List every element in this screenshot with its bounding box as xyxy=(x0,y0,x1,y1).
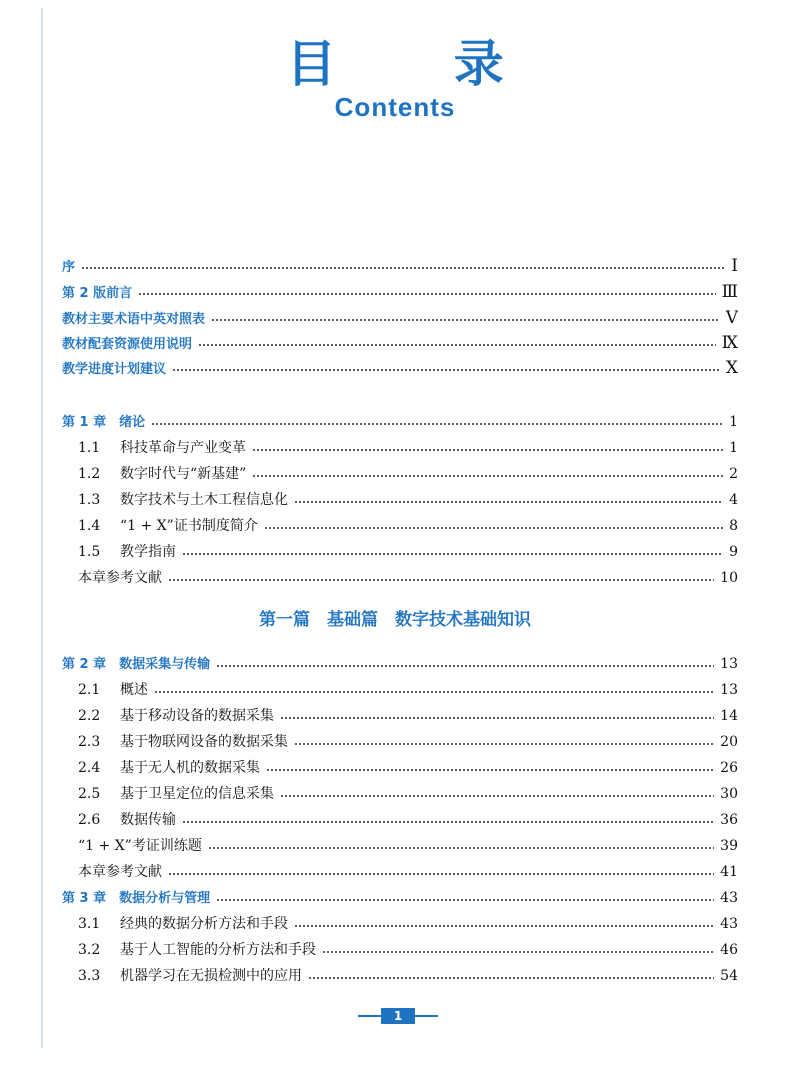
dot-leader xyxy=(81,267,725,269)
section-title: 数字时代与“新基建” xyxy=(120,466,247,482)
toc-references[interactable] xyxy=(78,860,738,884)
exercises-page: 39 xyxy=(720,838,738,854)
section-title: 基于卫星定位的信息采集 xyxy=(120,786,274,802)
toc-section[interactable] xyxy=(78,540,738,564)
section-number: 3.3 xyxy=(78,968,101,984)
toc-entry-second-edition-foreword[interactable] xyxy=(62,280,738,304)
section-title: “1 + X”证书制度简介 xyxy=(120,518,258,534)
section-title: 基于物联网设备的数据采集 xyxy=(120,734,288,750)
section-number: 3.1 xyxy=(78,916,101,932)
toc-section[interactable] xyxy=(78,462,738,486)
toc-entry-glossary[interactable] xyxy=(62,306,738,330)
toc-chapter-2[interactable] xyxy=(62,652,738,676)
dot-leader xyxy=(252,449,723,451)
dot-leader xyxy=(252,475,723,477)
dot-leader xyxy=(294,743,714,745)
toc-section[interactable] xyxy=(78,808,738,832)
section-number: 1.1 xyxy=(78,440,101,456)
section-number: 2.5 xyxy=(78,786,101,802)
chapter-page: 13 xyxy=(720,656,738,672)
part-heading: 第一篇 基础篇 数字技术基础知识 xyxy=(259,610,531,630)
chapter-label: 第 3 章 数据分析与管理 xyxy=(62,891,211,906)
section-title: 基于无人机的数据采集 xyxy=(120,760,260,776)
section-page: 36 xyxy=(720,812,738,828)
dot-leader xyxy=(264,527,723,529)
section-title: 教学指南 xyxy=(120,544,176,560)
page-number-footer xyxy=(358,1008,438,1022)
dot-leader xyxy=(216,899,714,901)
section-page: 4 xyxy=(729,492,738,508)
toc-exercises[interactable] xyxy=(78,834,738,858)
section-page: 20 xyxy=(720,734,738,750)
toc-entry-label: 第 2 版前言 xyxy=(62,286,133,301)
dot-leader xyxy=(138,293,715,295)
section-title: 基于移动设备的数据采集 xyxy=(120,708,274,724)
dot-leader xyxy=(151,423,723,425)
toc-section[interactable] xyxy=(78,730,738,754)
page-number: 1 xyxy=(381,1008,415,1024)
section-page: 8 xyxy=(729,518,738,534)
section-number: 3.2 xyxy=(78,942,101,958)
references-page: 41 xyxy=(720,864,738,880)
contents-title-chinese: 目 录 xyxy=(286,35,554,93)
dot-leader xyxy=(168,873,714,875)
toc-entry-page: Ⅸ xyxy=(721,333,738,353)
chapter-label: 第 2 章 数据采集与传输 xyxy=(62,657,211,672)
toc-references[interactable] xyxy=(78,566,738,590)
toc-section[interactable] xyxy=(78,912,738,936)
section-number: 2.3 xyxy=(78,734,101,750)
toc-entry-label: 序 xyxy=(62,260,76,275)
section-number: 2.6 xyxy=(78,812,101,828)
dot-leader xyxy=(280,795,714,797)
toc-entry-schedule[interactable] xyxy=(62,356,738,380)
section-page: 9 xyxy=(729,544,738,560)
exercises-label: “1 + X”考证训练题 xyxy=(78,838,202,854)
dot-leader xyxy=(294,925,714,927)
references-label: 本章参考文献 xyxy=(78,864,162,880)
toc-chapter-3[interactable] xyxy=(62,886,738,910)
section-number: 1.2 xyxy=(78,466,101,482)
chapter-label: 第 1 章 绪论 xyxy=(62,415,146,430)
dot-leader xyxy=(208,847,714,849)
section-page: 43 xyxy=(720,916,738,932)
section-number: 1.4 xyxy=(78,518,101,534)
toc-section[interactable] xyxy=(78,704,738,728)
toc-section[interactable] xyxy=(78,756,738,780)
section-page: 26 xyxy=(720,760,738,776)
toc-chapter-1[interactable] xyxy=(62,410,738,434)
section-page: 30 xyxy=(720,786,738,802)
toc-section[interactable] xyxy=(78,938,738,962)
references-page: 10 xyxy=(720,570,738,586)
section-title: 科技革命与产业变革 xyxy=(120,440,246,456)
toc-entry-page: I xyxy=(731,256,738,276)
section-number: 2.4 xyxy=(78,760,101,776)
toc-entry-label: 教材主要术语中英对照表 xyxy=(62,312,206,327)
section-title: 基于人工智能的分析方法和手段 xyxy=(120,942,316,958)
dot-leader xyxy=(322,951,714,953)
dot-leader xyxy=(280,717,714,719)
toc-entry-page: V xyxy=(725,308,738,328)
toc-entry-page: Ⅲ xyxy=(721,282,738,302)
section-number: 1.3 xyxy=(78,492,101,508)
contents-title-english: Contents xyxy=(334,92,456,122)
toc-section[interactable] xyxy=(78,782,738,806)
section-page: 54 xyxy=(720,968,738,984)
toc-entry-preface[interactable] xyxy=(62,254,738,278)
toc-entry-label: 教学进度计划建议 xyxy=(62,362,167,377)
section-number: 2.2 xyxy=(78,708,101,724)
dot-leader xyxy=(154,691,714,693)
toc-section[interactable] xyxy=(78,514,738,538)
section-title: 概述 xyxy=(120,682,148,698)
references-label: 本章参考文献 xyxy=(78,570,162,586)
dot-leader xyxy=(198,344,716,346)
dot-leader xyxy=(294,501,723,503)
chapter-page: 1 xyxy=(729,414,738,430)
toc-entry-page: X xyxy=(725,358,738,378)
dot-leader xyxy=(308,977,714,979)
toc-section[interactable] xyxy=(78,964,738,988)
section-page: 1 xyxy=(729,440,738,456)
dot-leader xyxy=(182,821,714,823)
section-title: 数据传输 xyxy=(120,812,176,828)
section-page: 2 xyxy=(729,466,738,482)
section-number: 2.1 xyxy=(78,682,101,698)
section-title: 经典的数据分析方法和手段 xyxy=(120,916,288,932)
dot-leader xyxy=(266,769,714,771)
section-page: 14 xyxy=(720,708,738,724)
chapter-page: 43 xyxy=(720,890,738,906)
dot-leader xyxy=(172,369,720,371)
dot-leader xyxy=(211,319,720,321)
section-page: 46 xyxy=(720,942,738,958)
toc-section[interactable] xyxy=(78,488,738,512)
section-title: 机器学习在无损检测中的应用 xyxy=(120,968,302,984)
toc-section[interactable] xyxy=(78,678,738,702)
section-number: 1.5 xyxy=(78,544,101,560)
dot-leader xyxy=(168,579,714,581)
section-page: 13 xyxy=(720,682,738,698)
toc-section[interactable] xyxy=(78,436,738,460)
toc-entry-label: 教材配套资源使用说明 xyxy=(62,337,193,352)
dot-leader xyxy=(216,665,714,667)
section-title: 数字技术与土木工程信息化 xyxy=(120,492,288,508)
toc-entry-resource-guide[interactable] xyxy=(62,331,738,355)
dot-leader xyxy=(182,553,723,555)
